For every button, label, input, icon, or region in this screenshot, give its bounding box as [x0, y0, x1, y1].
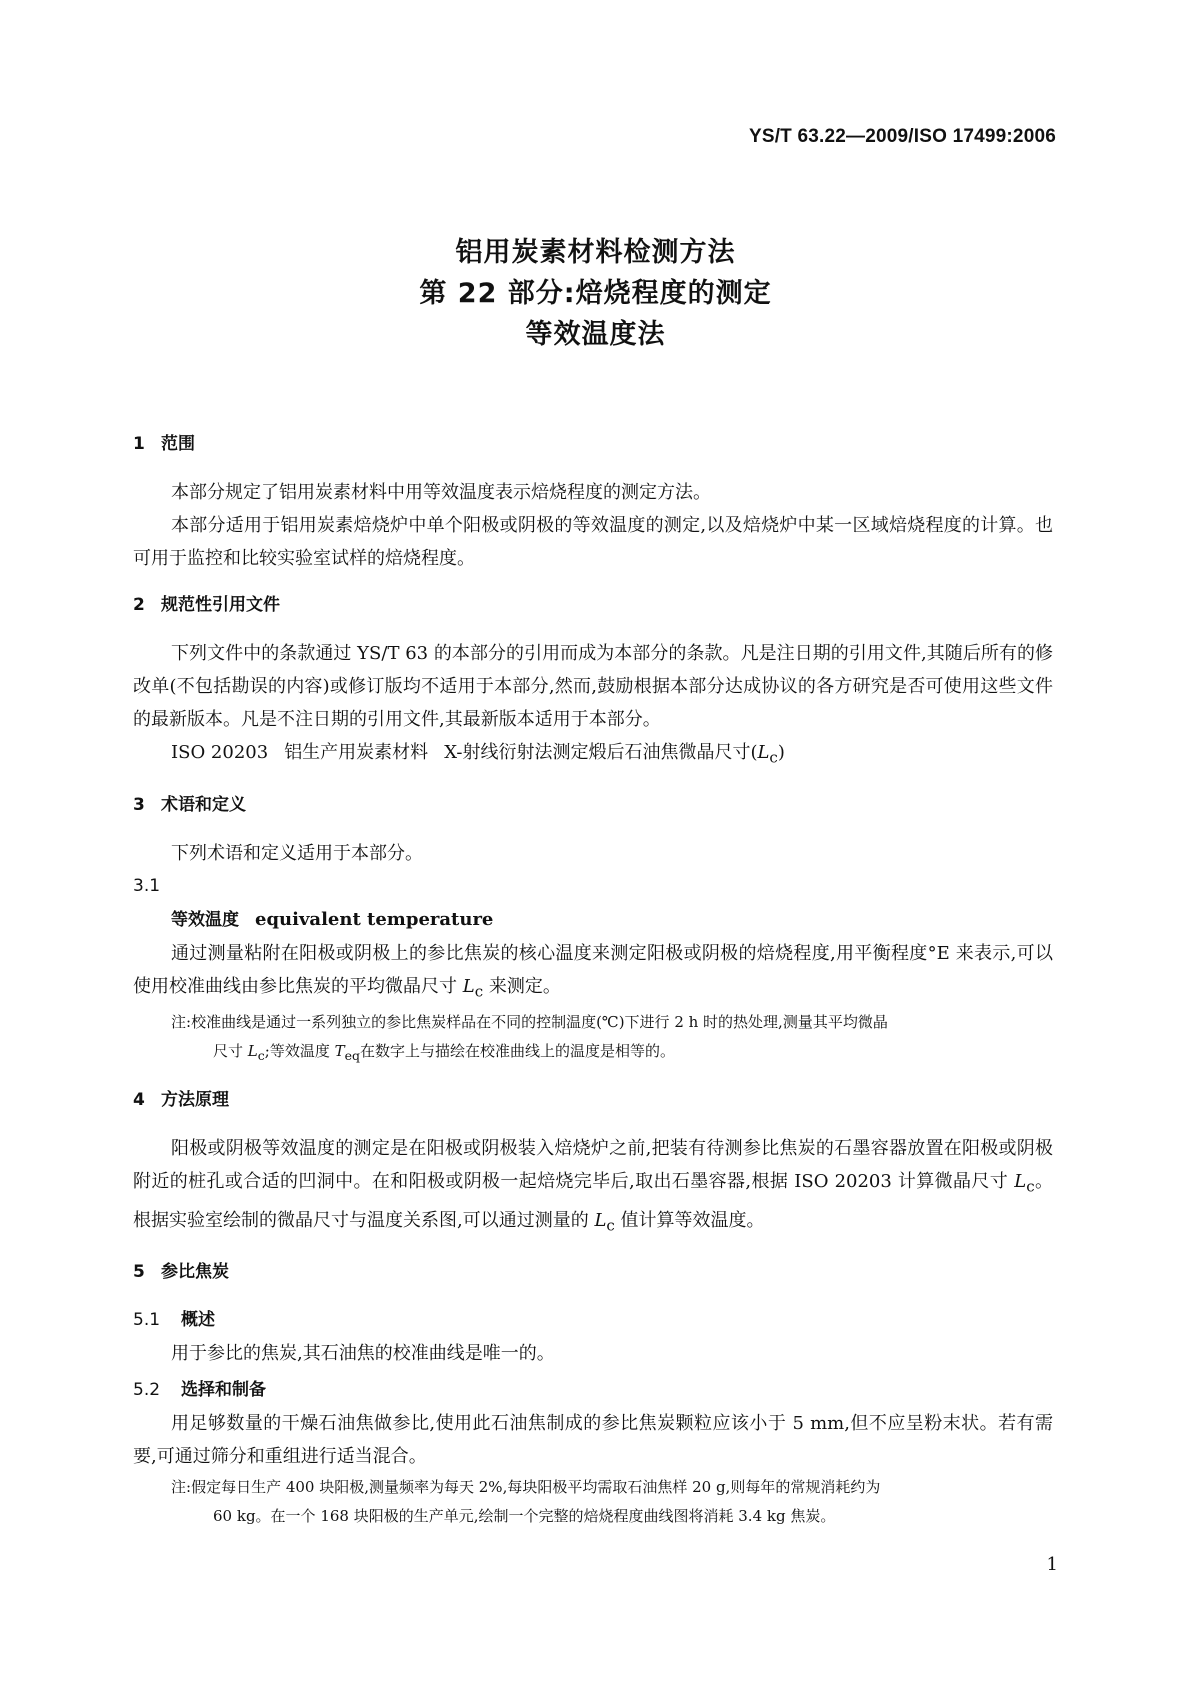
note-subscript: c [257, 1048, 265, 1064]
note-text: 在数字上与描绘在校准曲线上的温度是相等的。 [360, 1042, 676, 1061]
note-symbol: T [334, 1042, 345, 1061]
paragraph-symbol: L [1014, 1171, 1027, 1193]
section-1-paragraph-1: 本部分规定了铝用炭素材料中用等效温度表示焙烧程度的测定方法。 [171, 482, 711, 503]
clause-number: 5.2 [133, 1380, 161, 1401]
section-number: 3 [133, 794, 145, 815]
section-2-heading [133, 589, 1053, 622]
section-1-heading [133, 428, 1053, 461]
paragraph-subscript: c [606, 1216, 615, 1235]
reference-title: 铝生产用炭素材料 [284, 742, 429, 763]
section-1-paragraph-2: 本部分适用于铝用炭素焙烧炉中单个阳极或阴极的等效温度的测定,以及焙烧炉中某一区域焙烧程度的计算。也可用于监控和比较实验室试样的焙烧程度。 [133, 515, 1053, 569]
reference-subscript: c [769, 748, 778, 767]
definition-text-end: 来测定。 [483, 975, 561, 997]
reference-close: ) [777, 742, 785, 763]
reference-description: X-射线衍射法测定煅后石油焦微晶尺寸( [444, 742, 758, 763]
title-line-1: 铝用炭素材料检测方法 [455, 237, 736, 268]
document-title [0, 232, 1191, 355]
clause-number: 5.1 [133, 1310, 161, 1331]
note-text: 尺寸 [213, 1042, 248, 1061]
section-title: 术语和定义 [161, 794, 246, 815]
standard-code: YS/T 63.22—2009/ISO 17499:2006 [748, 126, 1056, 147]
note-label: 注: [171, 1013, 192, 1032]
section-2-paragraph-1: 下列文件中的条款通过 YS/T 63 的本部分的引用而成为本部分的条款。凡是注日期的引用文件,其随后所有的修改单(不包括勘误的内容)或修订版均不适用于本部分,然而,鼓励根据本部分达成协议的各方研究是否可使用这些文件的最新版本。凡是不注日期的引用文件,其最新版本适用于本部分。 [133, 643, 1053, 730]
term-definition [133, 937, 1053, 1009]
section-5-note-continued: 60 kg。在一个 168 块阳极的生产单元,绘制一个完整的焙烧程度曲线图将消耗 3.4 kg 焦炭。 [213, 1507, 836, 1526]
term-chinese: 等效温度 [171, 909, 239, 930]
clause-title: 选择和制备 [181, 1380, 266, 1401]
document-body [133, 428, 1053, 1531]
page-number: 1 [1046, 1554, 1058, 1575]
clause-5-1-heading [133, 1304, 1053, 1337]
note-text: ;等效温度 [264, 1042, 335, 1061]
section-3-note-continued [133, 1037, 1053, 1070]
section-4-heading [133, 1084, 1053, 1117]
paragraph-text: 阳极或阴极等效温度的测定是在阳极或阴极装入焙烧炉之前,把装有待测参比焦炭的石墨容器放置在阳极或阴极附近的桩孔或合适的凹洞中。在和阳极或阴极一起焙烧完毕后,取出石墨容器,根据 ISO 20203 计算微晶尺寸 [133, 1138, 1053, 1193]
title-line-3: 等效温度法 [525, 319, 666, 350]
clause-number-3-1: 3.1 [133, 875, 161, 896]
definition-subscript: c [474, 982, 484, 1001]
definition-symbol: L [462, 975, 475, 997]
paragraph-symbol: L [594, 1209, 607, 1231]
note-text: 校准曲线是通过一系列独立的参比焦炭样品在不同的控制温度(℃)下进行 2 h 时的热处理,测量其平均微晶 [191, 1013, 888, 1032]
clause-5-1-paragraph: 用于参比的焦炭,其石油焦的校准曲线是唯一的。 [171, 1343, 555, 1365]
clause-5-2-heading [133, 1374, 1053, 1407]
clause-title: 概述 [181, 1310, 215, 1331]
paragraph-subscript: c [1026, 1177, 1035, 1196]
term-entry [133, 903, 1053, 937]
definition-text: 通过测量粘附在阳极或阴极上的参比焦炭的核心温度来测定阳极或阴极的焙烧程度,用平衡程度°E 来表示,可以使用校准曲线由参比焦炭的平均微晶尺寸 [133, 942, 1053, 997]
section-number: 4 [133, 1090, 145, 1111]
section-5-heading [133, 1256, 1053, 1289]
section-number: 5 [133, 1262, 145, 1283]
normative-reference [133, 736, 1053, 775]
term-english: equivalent temperature [255, 908, 494, 930]
title-line-2: 第 22 部分:焙烧程度的测定 [419, 278, 772, 309]
note-text: 假定每日生产 400 块阳极,测量频率为每天 2%,每块阳极平均需取石油焦样 20 g,则每年的常规消耗约为 [191, 1478, 881, 1497]
section-title: 规范性引用文件 [161, 595, 280, 615]
section-title: 范围 [161, 434, 195, 454]
reference-symbol: L [757, 742, 770, 763]
paragraph-text: 值计算等效温度。 [614, 1209, 765, 1231]
paragraph-text: 。根据实验室绘制的微晶尺寸与温度关系图,可以通过测量的 [133, 1171, 1053, 1231]
note-label: 注: [171, 1478, 192, 1497]
section-title: 方法原理 [161, 1090, 229, 1111]
section-title: 参比焦炭 [161, 1262, 229, 1283]
note-symbol: L [247, 1042, 258, 1061]
clause-5-2-paragraph: 用足够数量的干燥石油焦做参比,使用此石油焦制成的参比焦炭颗粒应该小于 5 mm,但不应呈粉末状。若有需要,可通过筛分和重组进行适当混合。 [133, 1413, 1053, 1468]
reference-code: ISO 20203 [171, 742, 269, 763]
section-4-paragraph [133, 1132, 1053, 1242]
note-subscript: eq [344, 1048, 361, 1064]
section-3-heading [133, 789, 1053, 822]
section-3-note [133, 1008, 1053, 1037]
section-5-note [133, 1473, 1053, 1502]
section-number: 2 [133, 595, 145, 615]
section-3-paragraph-1: 下列术语和定义适用于本部分。 [171, 842, 423, 864]
section-number: 1 [133, 434, 145, 454]
